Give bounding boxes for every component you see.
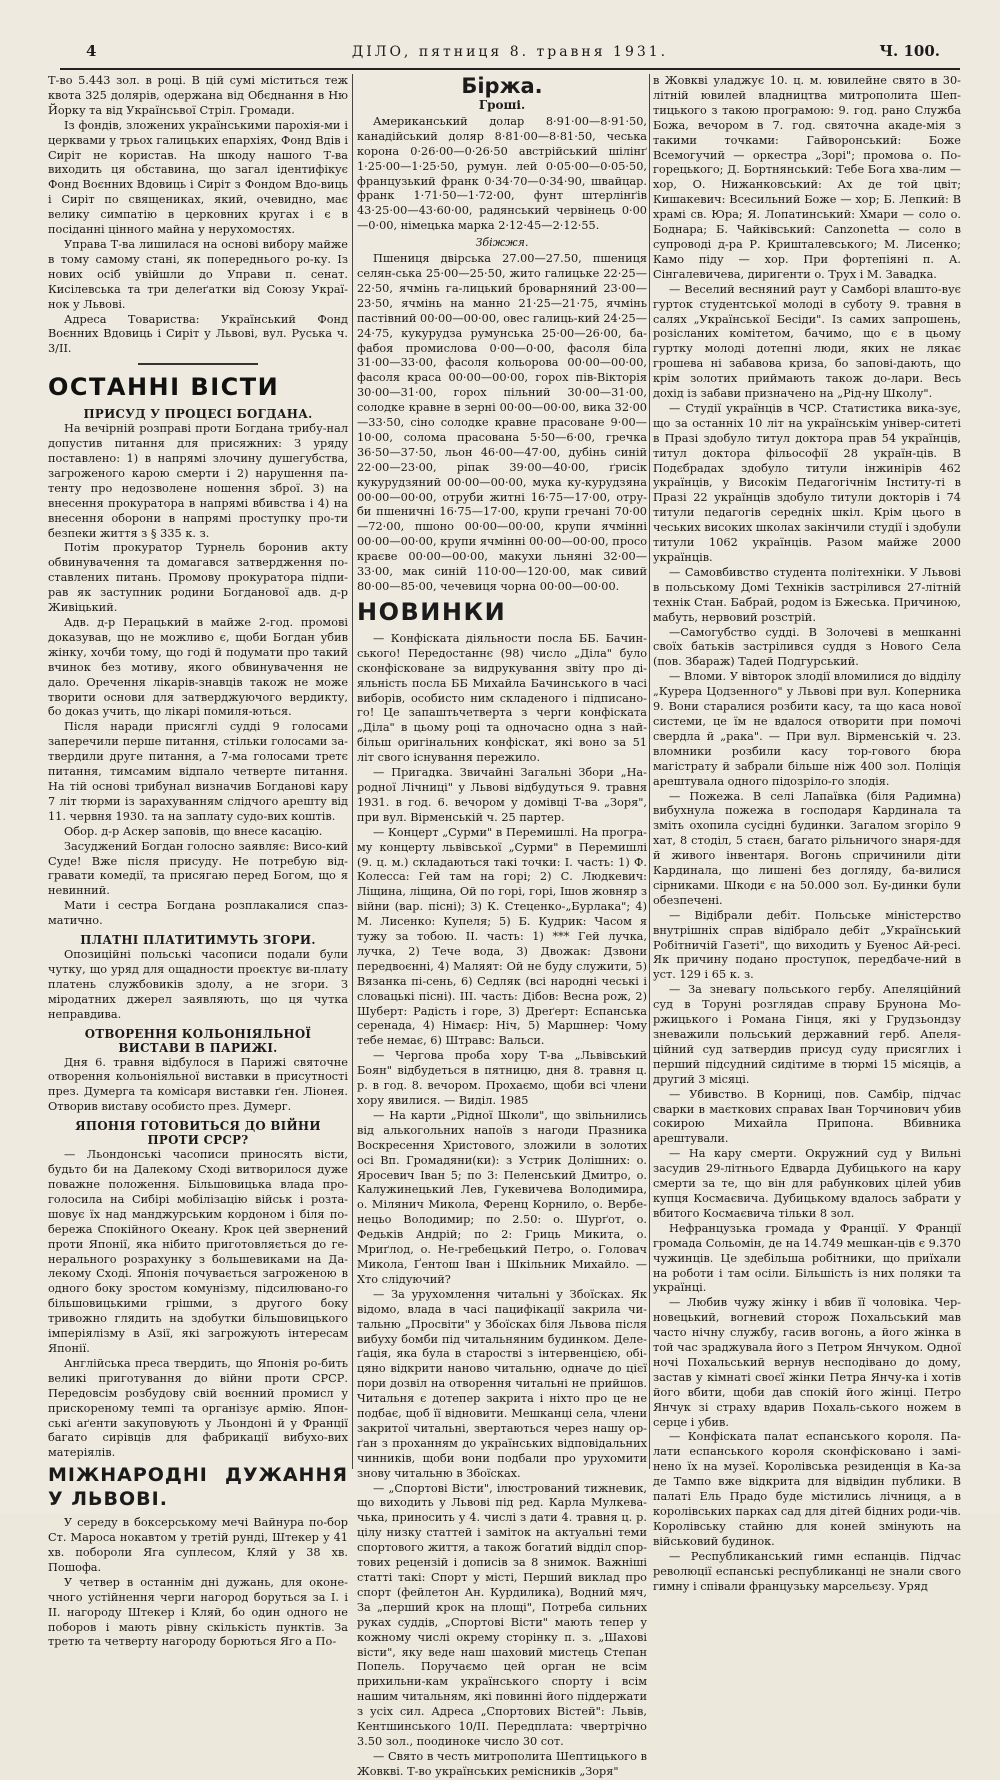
paragraph: Із фондів, зложених українськими парохія-ми і церквами у трьох галицьких епархіях, Фонд Вдів і Сиріт не користав. На шкоду нашого Т-ва виходить ця обставина, що загал ідентифікує Фонд Воєнних Вдовиць і Сиріт з Фондом Вдо-виць і Сиріт по священиках, який, очевидно, має велику симпатію в церковних кругах і є в посіданні цінного майна у нерухомостях.	[48, 118, 348, 237]
column-3	[653, 74, 961, 1594]
section-heading-wrestling: МІЖНАРОДНІ ДУЖАННЯ У ЛЬВОВІ.	[48, 1464, 348, 1511]
paragraph: У середу в боксерському мечі Вайнура по-бор Ст. Мароса нокавтом у третій рунді, Штекер у 41 хв. побороли Яга суплесом, Кляй у 38 хв. Пошофа.	[48, 1516, 348, 1574]
news-item: — За урухомлення читальні у Збоїсках. Як відомо, влада в часі пацифікації закрила чи-тальню „Просвіти" у Збоїсках біля Львова після вибуху бомби під читальняним будинком. Деле-ґація, яка була в старостві з інтервенцією, обі-цяно відкрити наново читальню, одначе до цієї пори дозвіл на отворення читальні не прийшов. Читальня є дотепер закрита і ніхто про це не подбає, щоб її відновити. Мешканці села, члени закритої читальні, звертаються через нашу ор-ґан з проханням до українських відповідальних чинників, щоби вони подбали про урухомити знову читальню в Збоїсках.	[357, 1287, 647, 1480]
paragraph: — Льондонські часописи приносять вісти, будьто би на Далекому Сході витворилося дуже поважне положення. Більшовицька влада про-голосила на Сибірі мобілізацію військ і розта-шовує їх над манджурським кордоном і біля по-бережа Спокійного Океану. Крок цей звернений проти Японії, яка нібито приготовляється до ге-нерального розрахунку з большевиками на Да-лекому Сході. Японія почувається загроженою в одного боку зростом комунізму, підсилювано-го більшовицькими грішми, з другого боку тривожно глядить на здобутки більшовицького імперіялізму в Азії, які загрожують інтересам Японії.	[48, 1148, 348, 1355]
paragraph: У четвер в останнім дні дужань, для оконе-чного устійнення черги нагород боруться за I. і II. нагороду Штекер і Кляй, бо один одного не поборов і мають рівну скількість пунктів. За третю та четверту нагороду борються Яго а По-	[48, 1575, 348, 1649]
news-item: — Пожежа. В селі Лапаївка (біля Радимна) вибухнула пожежа в господаря Кардинала та зміть охопила сусідні будинки. Загалом згоріло 9 хат, 8 стоділ, 5 стаєн, багато рільничого знаря-ддя й живого інвентаря. Вогонь спричинили діти Кардинала, що лишені без догляду, ба-вилися сірниками. Шкоди є на 50.000 зол. Бу-динки були обезпечені.	[653, 789, 961, 907]
news-item: — На карти „Рідної Школи", що звільнились від алькогольних напоїв з нагоди Празника Воскресення Христового, зложили в золотих осі Вп. Громадяни(ки): з Устрик Долішних: о. Яросевич Іван 5; по 3: Пеленський Дмитро, о. Калужинецький Лев, Гукевичева Володимира, о. Мілянич Микола, Ференц Корнило, о. Вербе-нецьо Володимир; по 2.50: о. Шурґот, о. Федьків Андрій; по 2: Гриць Микита, о. Мриґлод, о. Не-гребецький Петро, о. Головач Микола, Ґентош Іван і Шкільник Михайло. — Хто слідуючий?	[357, 1108, 647, 1286]
news-item: — Конфіската палат еспанського короля. Па-лати еспанського короля сконфісковано і замі-нено їх на музеї. Королівська резиденція в Ка-за де Тампо вже відкрита для відвідин публики. В палаті Ель Прадо буде містились лічниця, а в королівських парках сад для дітей бідних роди-чів. Королівську стайню для коней змінують на військовий будинок.	[653, 1430, 961, 1548]
news-item: — Конфіската діяльности посла ББ. Бачин-ського! Передостаннє (98) число „Діла" було сконфісковане за видрукування звіту про ді-яльність посла ББ Михайла Бачинського в часі виборів, особисто ним складеного і підписано-го! Це запаштьчетверта з черги конфіската „Діла" в цьому році та одночасно одна з най-більш оригінальних конфіскат, які воно за 51 літ свого існування пережило.	[357, 631, 647, 765]
column-1	[48, 74, 348, 1650]
news-item: — Убивство. В Корниці, пов. Самбір, підчас сварки в маєткових справах Іван Торчинович убив сокирою Михайла Припона. Вбивника арештували.	[653, 1087, 961, 1146]
exchange-rates: Американський долар 8·91·00—8·91·50, канадійський доляр 8·81·00—8·81·50, чеська корона 0·26·00—0·26·50 австрійський шілінґ 1·25·00—1·25·50, румун. лей 0·05·00—0·05·50, французький франк 0·34·70—0·34·90, швайцар. франк 1·71·50—1·72·00, фунт штерлінґів 43·25·00—43·60·00, радянський червінець 0·00—0·00, німецька марка 2·12·45—2·12·55.	[357, 114, 647, 233]
news-item: — Концерт „Сурми" в Перемишлі. На програ-му концерту львівської „Сурми" в Перемишлі (9. ц. м.) складаються такі точки: І. часть: 1) Ф. Колесса: Гей там на горі; 2) С. Людкевич: Ліщина, ліщина, Ой по горі, горі, Ішов жовняр з війни (вар. пісні); 3) К. Стеценко-„Бурлака"; 4) М. Лисенко: Купеля; 5) Б. Кудрик: Часом я тужу за тобою. ІІ. часть: 1) *** Гей лучка, лучка, 2) Тече вода, 3) Двожак: Дзвони передвоєнні, 4) Маляят: Ой не буду служити, 5) Вязанка пі-сень, 6) Седляк (всі народні чеські і словацькі пісні). ІІІ. часть: Дібов: Весна рож, 2) Шуберт: Радість і горе, 3) Дреґерт: Еспанська серенада, 4) Німаєр: Ніч, 5) Маршнер: Чому тебе немає, 6) Штравс: Вальси.	[357, 825, 647, 1048]
article-title: ПРИСУД У ПРОЦЕСІ БОГДАНА.	[83, 407, 313, 422]
masthead-bar	[60, 38, 960, 70]
news-item: — Веселий весняний раут у Самборі влашто-вує гурток студентської молоді в суботу 9. травня в салях „Української Бесіди". Із самих запрошень, розісланих комітетом, бачимо, що є в цьому гуртку молоді дотепні люди, яких не лякає грошева ні забавова криза, бо запові-дають, що крім золотих приймають також до-лари. Весь дохід із забави призначено на „Рід-ну Школу".	[653, 282, 961, 401]
masthead-title: ДІЛО, пятниця 8. травня 1931.	[351, 44, 669, 60]
paragraph: Потім прокуратор Турнель боронив акту обвинувачення та домагався затвердження по-ставлених питань. Промову прокуратора підпи-рав як заступник родини Богданової адв. д-р Живіцький.	[48, 541, 348, 615]
section-heading-news: НОВИНКИ	[357, 597, 507, 626]
news-item: — Вломи. У вівторок злодії вломилися до відділу „Курера Цодзенного" у Львові при вул. Коперника 9. Вони старалися розбити касу, та що каса нової системи, це їм не вдалося отворити при помочі свердла й „рака". — При вул. Вірменській ч. 23. вломники розбили касу тор-гового бюра магістрату й забрали більше ніж 400 зол. Поліція арештувала одного підозріло-го злодія.	[653, 670, 961, 788]
paragraph: Засуджений Богдан голосно заявляє: Висо-кий Суде! Вже після присуду. Не потребую від-гравати комедії, та присягаю перед Богом, що я невинний.	[48, 839, 348, 898]
paragraph: Мати і сестра Богдана розплакалися спаз-матично.	[48, 899, 348, 928]
news-item: — На кару смерти. Окружний суд у Вильні засудив 29-літнього Едварда Дубицького на кару смерти за те, що він для рабункових цілей убив купця Космаєвича. Дубицькому вдалось забрати у вбитого Космаєвича тільки 8 зол.	[653, 1147, 961, 1220]
news-item: — Студії українців в ЧСР. Статистика вика-зує, що за останніх 10 літ на українськім універ-ситеті в Празі здобуло титул доктора прав 54 українців, титул доктора фільософії 28 україн-ців. В Подєбрадах здобуло титули інжинірів 462 українців, у Високім Педагогічнім Інститу-ті в Празі 22 українців здобуло титули докторів і 74 титули педагогів середніх шкіл. Крім цього в чеських високих школах закінчили студії і здобули титули 1062 українців. Разом майже 2000 українців.	[653, 401, 961, 564]
article-title: ПЛАТНІ ПЛАТИТИМУТЬ ЗГОРИ.	[80, 933, 316, 948]
paragraph: Опозиційні польські часописи подали були чутку, що уряд для ощадности проєктує ви-плату платень службовиків здолу, а не згори. З міродатних джерел заявляють, що ця чутка неправдива.	[48, 948, 348, 1021]
issue-number: Ч. 100.	[879, 42, 940, 60]
page-number: 4	[86, 42, 97, 60]
paragraph: Обор. д-р Аскер заповів, що внесе касацію.	[64, 824, 323, 838]
paragraph: Адв. д-р Перацький в майже 2-год. промові доказував, що не можливо є, щоби Богдан убив жінку, хочби тому, що годі й подумати про такий вчинок без мотиву, якого обвинувачення не дало. Оречення лікарів-знавців також не може творити основи для затверджуючого вердикту, бо доказ учить, що лікарі помиля-ються.	[48, 616, 348, 719]
news-item: — „Спортові Вісти", ілюстрований тижневик, що виходить у Львові під ред. Карла Мулкева-чька, приносить у 4. числі з дати 4. травня ц. р. цілу низку статтей і заміток на актуальні теми спортового життя, а також богатий відділ спор-тових рецензій і дописів за 8 знимок. Важніші статті такі: Спорт у місті, Перший виклад про спорт (фейлетон Ан. Курдилика), Водний мяч, За „перший крок на площі", Потреба сильних руках суддів, „Спортові Вісти" мають тепер у кожному числі окрему сторінку п. з. „Шахові вісти", яку веде наш шаховий мистець Степан Попель. Поручаємо цей орган не всім прихильни-кам українського спорту і всім нашим читальням, які повинні його піддержати з усіх сил. Адреса „Спортових Вістей": Львів, Кентшинського 10/II. Передплата: чвертрічно 3.50 зол., поодиноке число 30 сот.	[357, 1481, 647, 1748]
paragraph: Після наради присяглі судді 9 голосами заперечили перше питання, стільки голосами за-твердили друге питання, а 7-ма голосами третє питання, тимсамим відпало четверте питання. На тій основі трибунал визначив Богданові кару 7 літ тюрми із зарахуванням слідчого арешту від 11. червня 1930. та на заплату судо-вих коштів.	[48, 720, 348, 823]
news-item: Нефранцузька громада у Франції. У Франції громада Сольомін, де на 14.749 мешкан-ців є 9.370 чужинців. Це здебільша робітники, що приїхали на роботи і там осіли. Більшість із них поляки та українці.	[653, 1221, 961, 1295]
article-title: ОТВОРЕННЯ КОЛЬОНІЯЛЬНОЇ ВИСТАВИ В ПАРИЖІ.	[84, 1026, 312, 1055]
paragraph: Англійська преса твердить, що Японія ро-бить великі приготування до війни проти СРСР. Передовсім розбудову свій воєнний промисл у прискореному темпі та організує армію. Япон-ські аґенти закуповують у Льондоні й у Франції багато сирівців для фабрикації вибухо-вих матеріялів.	[48, 1356, 348, 1460]
column-divider	[649, 74, 650, 1469]
news-item: — Самовбивство студента політехніки. У Львові в польському Домі Техніків застрілився 27-літній технік Стан. Бабрай, родом із Бжеська. Причиною, мабуть, нервовий розстрій.	[653, 565, 961, 624]
news-item: —Самогубство судді. В Золочеві в мешканні своїх батьків застрілився суддя з Нового Села (пов. Збараж) Тадей Подгурський.	[653, 625, 961, 669]
exchange-subheading: Гроші.	[478, 98, 526, 112]
grain-prices: Пшениця двірська 27.00—27.50, пшениця селян-ська 25·00—25·50, жито галицьке 22·25—22·50, ячмінь га-лицький броварняний 23·00—23·50, ячмінь на манно 21·25—21·75, ячмінь пастівний 00·00—00·00, овес галиць-кий 24·25—24·75, кукурудза румунська 25·00—26·00, ба-фабоя промислова 0·00—0·00, фасоля біла 31·00—33·00, фасоля кольорова 00·00—00·00, фасоля краса 00·00—00·00, горох пів-Вікторія 30·00—31·00, горох пільний 30·00—31·00, солодке кравне в зерні 00·00—00·00, вика 32·00—33·50, сіно солодке кравне прасоване 9·00—10·00, солома прасована 5·50—6·00, гречка 36·50—37·50, льон 46·00—47·00, дубінь синій 22·00—23·00, ріпак 39·00—40·00, ґрисік кукурудзяний 00·00—00·00, мука ку-курудзяна 00·00—00·00, отруби житні 16·75—17·00, отру-би пшеничні 16·75—17·00, крупи гречані 70·00—72·00, пшоно 00·00—00·00, крупи ячмінні 00·00—00·00, крупи ячмінні 00·00—00·00, просо краєве 00·00—00·00, макухи льняні 32·00—33·00, мак синій 110·00—120·00, мак сивий 80·00—85·00, чечевиця чорна 00·00—00·00.	[357, 252, 647, 593]
news-item: — Свято в честь митрополита Шептицького в Жовкві. Т-во українських ремісників „Зоря"	[357, 1749, 647, 1778]
news-item: — Пригадка. Звичайні Загальні Збори „На-родної Лічниці" у Львові відбудуться 9. травня 1931. в год. 6. вечором у домівці Т-ва „Зоря", при вул. Вірменській ч. 25 партер.	[357, 766, 647, 824]
column-2	[357, 74, 647, 1780]
paragraph: Управа Т-ва лишилася на основі вибору майже в тому самому стані, як попереднього ро-ку. Із нових осіб увійшли до Управи п. сенат. Кисілевська та три делеґатки від Союзу Украї-нок у Львові.	[48, 237, 348, 311]
news-item: — Республиканський гимн еспанців. Підчас революції еспанські республиканці не знали свого гимну і співали французьку марсельєзу. Уряд	[653, 1549, 961, 1593]
exchange-heading: Біржа.	[461, 74, 543, 98]
paragraph: Т-во 5.443 зол. в році. В цій сумі міститься теж квота 325 долярів, одержана від Обєднання в Ню Йорку та від Українсьвої Стріл. Громади.	[48, 74, 348, 117]
news-item: — За зневагу польського гербу. Апеляційний суд в Торуні розглядав справу Брунона Мо-ржицького і Романа Гінця, які у Грудзьондзу зневажили польський державний герб. Апеля-ційний суд затвердив присуд суду присяглих і перший підсудний сидітиме в тюрмі 15 місяців, а другий 3 місяці.	[653, 983, 961, 1086]
article-title: ЯПОНІЯ ГОТОВИТЬСЯ ДО ВІЙНИ ПРОТИ СРСР?	[75, 1119, 321, 1148]
news-item: — Любив чужу жінку і вбив її чоловіка. Чер-новецький, вогневий сторож Похальський мав часто нічну службу, гасив вогонь, а його жінка в той час зраджувала його з Петром Янчуком. Одної ночі Похальський вернув несподівано до дому, застав у кімнаті своєї жінки Петра Янчу-ка і хотів його вбити, щоби дав спокій його жінці. Петро Янчук зі страху вдарив Похаль-ського ножем в серце і убив.	[653, 1296, 961, 1429]
news-item: в Жовкві уладжує 10. ц. м. ювилейне свято в 30-літній ювилей владництва митрополита Шеп-тицького з такою програмою: 9. год. рано Служба Божа, вечором в 7. год. святочна акаде-мія з такими точками: Гайворонський: Боже Всемогучий — оркестра „Зорі"; промова о. По-горецького; Д. Бортнянський: Тебе Бога хва-лим — хор, О. Нижанковський: Ах де той цвіт; Кишакевич: Всесильний Боже — хор; Б. Лепкий: В храмі св. Юра; Я. Лопатинський: Хмари — соло о. Боднара; Б. Чайківський: Canzonetta — соло в супроводі д-ра Р. Кришталевського; М. Лисенко; Камо піду — хор. При фортепіяні п. А. Сінгалевичева, диригенти о. Трух і М. Завадка.	[653, 74, 961, 281]
column-divider	[352, 74, 353, 1469]
paragraph: Дня 6. травня відбулося в Парижі святочне отворення кольоніяльної виставки в присутності през. Думерга та комісаря виставки ґен. Ліонея. Отворив виставу особисто през. Думерг.	[48, 1055, 348, 1114]
paragraph: На вечірній розправі проти Богдана трибу-нал допустив питання для присяжних: З уряду поставлено: 1) в напрямі злочину душегубства, загроженого карою смерти і 2) нарушення па-тенту про недозволене ношення зброї. 3) на внесення прокуратора в напрямі вбивства і 4) на внесення оборони в напрямі проступку про-ти безпеки життя з § 335 к. з.	[48, 422, 348, 540]
paragraph: Адреса Товариства: Український Фонд Воєнних Вдовиць і Сиріт у Львові, вул. Руська ч. 3/II.	[48, 312, 348, 356]
news-item: — Чергова проба хору Т-ва „Львівський Боян" відбудеться в пятницю, дня 8. травня ц. р. в год. 8. вечором. Прохаємо, щоби всі члени хору явилися. — Виділ. 1985	[357, 1049, 647, 1107]
section-rule	[138, 363, 258, 365]
grain-subheading: Збіжжя.	[475, 236, 529, 250]
news-item: — Відібрали дебіт. Польське міністерство внутрішніх справ відібрало дебіт „Український Робітничій Газеті", що виходить у Буенос Ай-ресі. Як причину подано проступок, передбаче-ний в уст. 129 і 65 к. з.	[653, 908, 961, 982]
section-heading-latest-news: ОСТАННІ ВІСТИ	[48, 373, 280, 402]
